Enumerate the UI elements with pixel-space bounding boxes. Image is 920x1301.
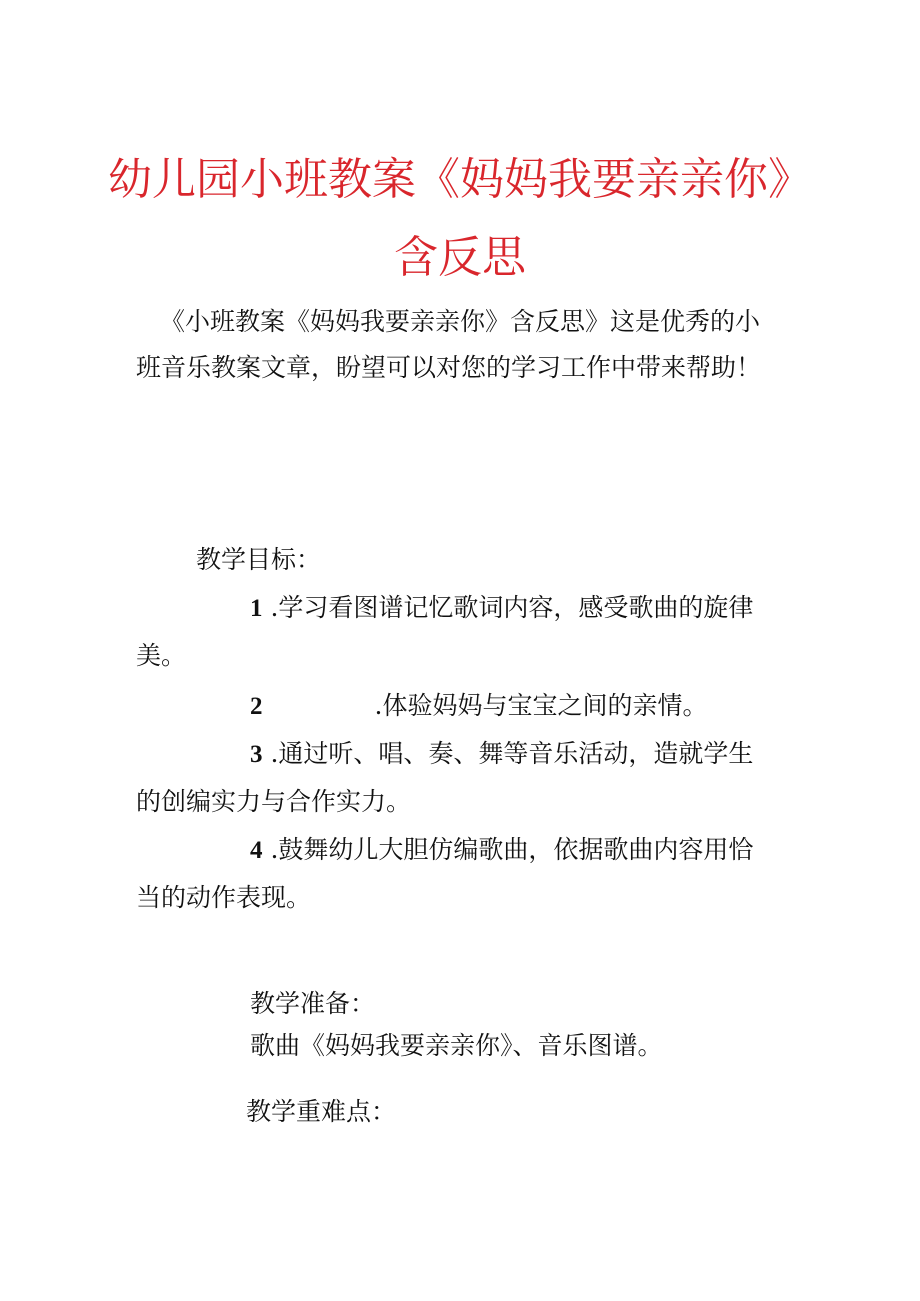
preparation-text: 歌曲《妈妈我要亲亲你》、音乐图谱。 (250, 1031, 663, 1060)
objectives-heading: 教学目标： (196, 545, 322, 574)
objective-3-number: 3 (250, 741, 263, 768)
objective-2-number: 2 (250, 693, 263, 720)
objective-1-continuation: 美。 (136, 641, 187, 670)
objective-1-number: 1 (250, 595, 263, 622)
objective-3 (250, 730, 753, 779)
key-points-heading: 教学重难点： (246, 1097, 397, 1126)
intro-paragraph-line-2: 班音乐教案文章，盼望可以对您的学习工作中带来帮助！ (136, 353, 762, 382)
objective-3-continuation: 的创编实力与合作实力。 (136, 787, 412, 816)
preparation-heading: 教学准备： (250, 989, 376, 1018)
objective-2 (250, 682, 707, 731)
document-title-line-2: 含反思 (394, 232, 526, 283)
objective-1 (250, 584, 753, 633)
document-title-line-1: 幼儿园小班教案《妈妈我要亲亲你》 (108, 154, 812, 205)
objective-3-text: .通过听、唱、奏、舞等音乐活动，造就学生 (270, 739, 754, 768)
objective-4 (250, 826, 753, 875)
objective-4-number: 4 (250, 837, 263, 864)
objective-4-text: .鼓舞幼儿大胆仿编歌曲，依据歌曲内容用恰 (270, 835, 754, 864)
objective-4-continuation: 当的动作表现。 (136, 883, 312, 912)
objective-1-text: .学习看图谱记忆歌词内容，感受歌曲的旋律 (270, 593, 754, 622)
intro-paragraph-line-1: 《小班教案《妈妈我要亲亲你》含反思》这是优秀的小 (160, 307, 761, 336)
objective-2-text: .体验妈妈与宝宝之间的亲情。 (374, 691, 708, 720)
